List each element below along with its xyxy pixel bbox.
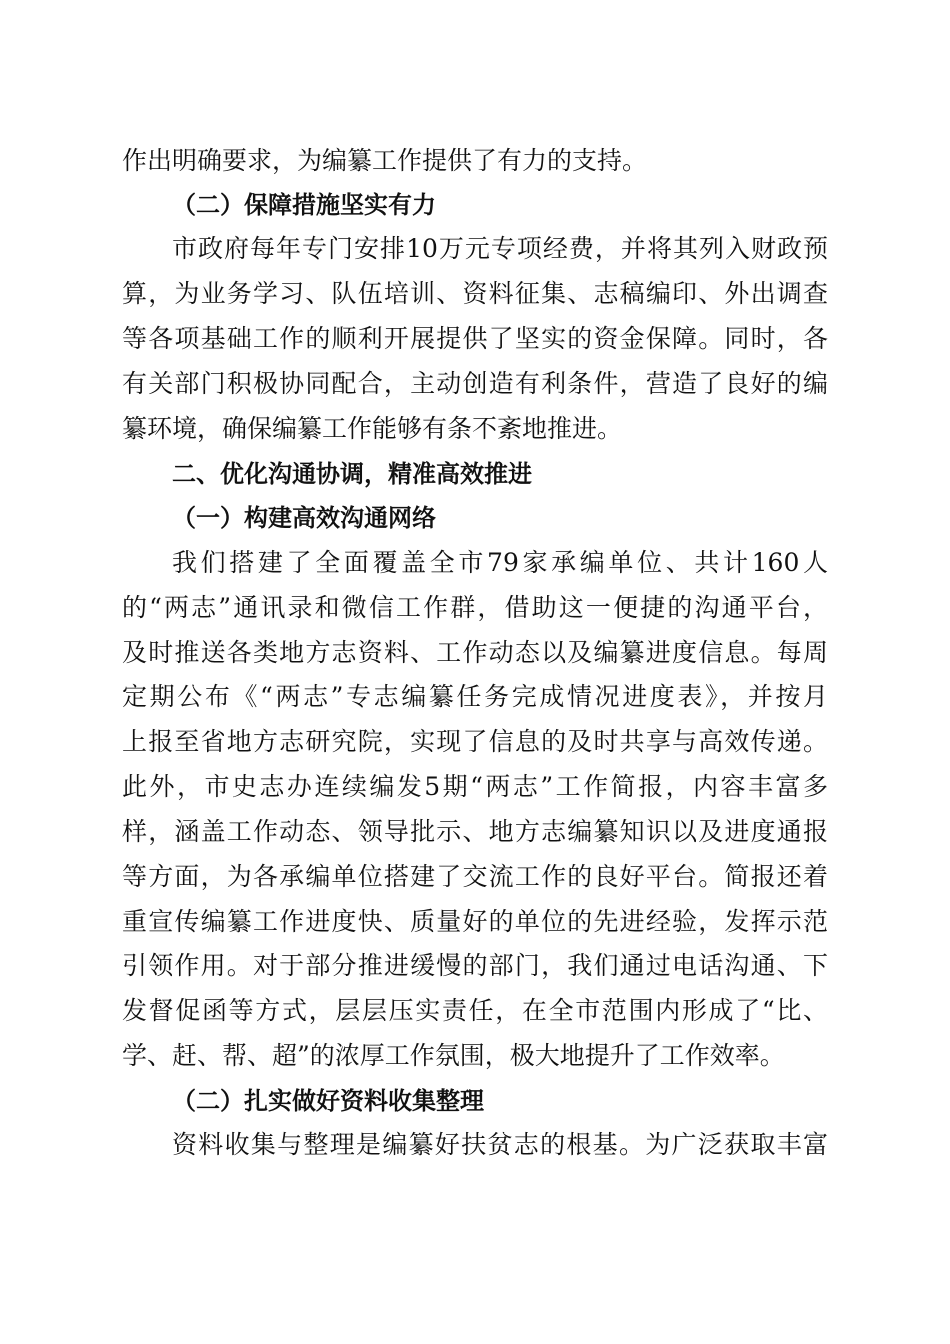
text-line: 此外，市史志办连续编发5期“两志”工作简报，内容丰富多 [122,772,828,801]
text-line: 引领作用。对于部分推进缓慢的部门，我们通过电话沟通、下 [122,951,828,980]
text-line: 样，涵盖工作动态、领导批示、地方志编纂知识以及进度通报 [122,817,828,846]
text-line: 算，为业务学习、队伍培训、资料征集、志稿编印、外出调查 [122,279,828,308]
text-line: 上报至省地方志研究院，实现了信息的及时共享与高效传递。 [122,727,828,756]
text-line: 及时推送各类地方志资料、工作动态以及编纂进度信息。每周 [122,638,828,667]
text-line: 发督促函等方式，层层压实责任，在全市范围内形成了“比、 [122,996,828,1025]
section-subheading: （一）构建高效沟通网络 [172,504,436,532]
text-line: 我们搭建了全面覆盖全市79家承编单位、共计160人 [172,548,828,577]
section-heading: 二、优化沟通协调，精准高效推进 [172,460,532,488]
text-line: 学、赶、帮、超”的浓厚工作氛围，极大地提升了工作效率。 [122,1041,785,1070]
section-subheading: （二）保障措施坚实有力 [172,191,436,219]
text-line: 的“两志”通讯录和微信工作群，借助这一便捷的沟通平台， [122,593,828,622]
text-line: 定期公布《“两志”专志编纂任务完成情况进度表》，并按月 [122,682,828,711]
text-line: 等各项基础工作的顺利开展提供了坚实的资金保障。同时，各 [122,324,828,353]
text-line: 等方面，为各承编单位搭建了交流工作的良好平台。简报还着 [122,862,828,891]
text-line: 重宣传编纂工作进度快、质量好的单位的先进经验，发挥示范 [122,907,828,936]
text-line: 作出明确要求，为编纂工作提供了有力的支持。 [122,146,648,175]
text-line: 有关部门积极协同配合，主动创造有利条件，营造了良好的编 [122,369,828,398]
section-subheading: （二）扎实做好资料收集整理 [172,1087,484,1115]
text-line: 纂环境，确保编纂工作能够有条不紊地推进。 [122,414,623,443]
text-line: 资料收集与整理是编纂好扶贫志的根基。为广泛获取丰富 [172,1130,828,1159]
text-line: 市政府每年专门安排10万元专项经费，并将其列入财政预 [172,234,828,263]
